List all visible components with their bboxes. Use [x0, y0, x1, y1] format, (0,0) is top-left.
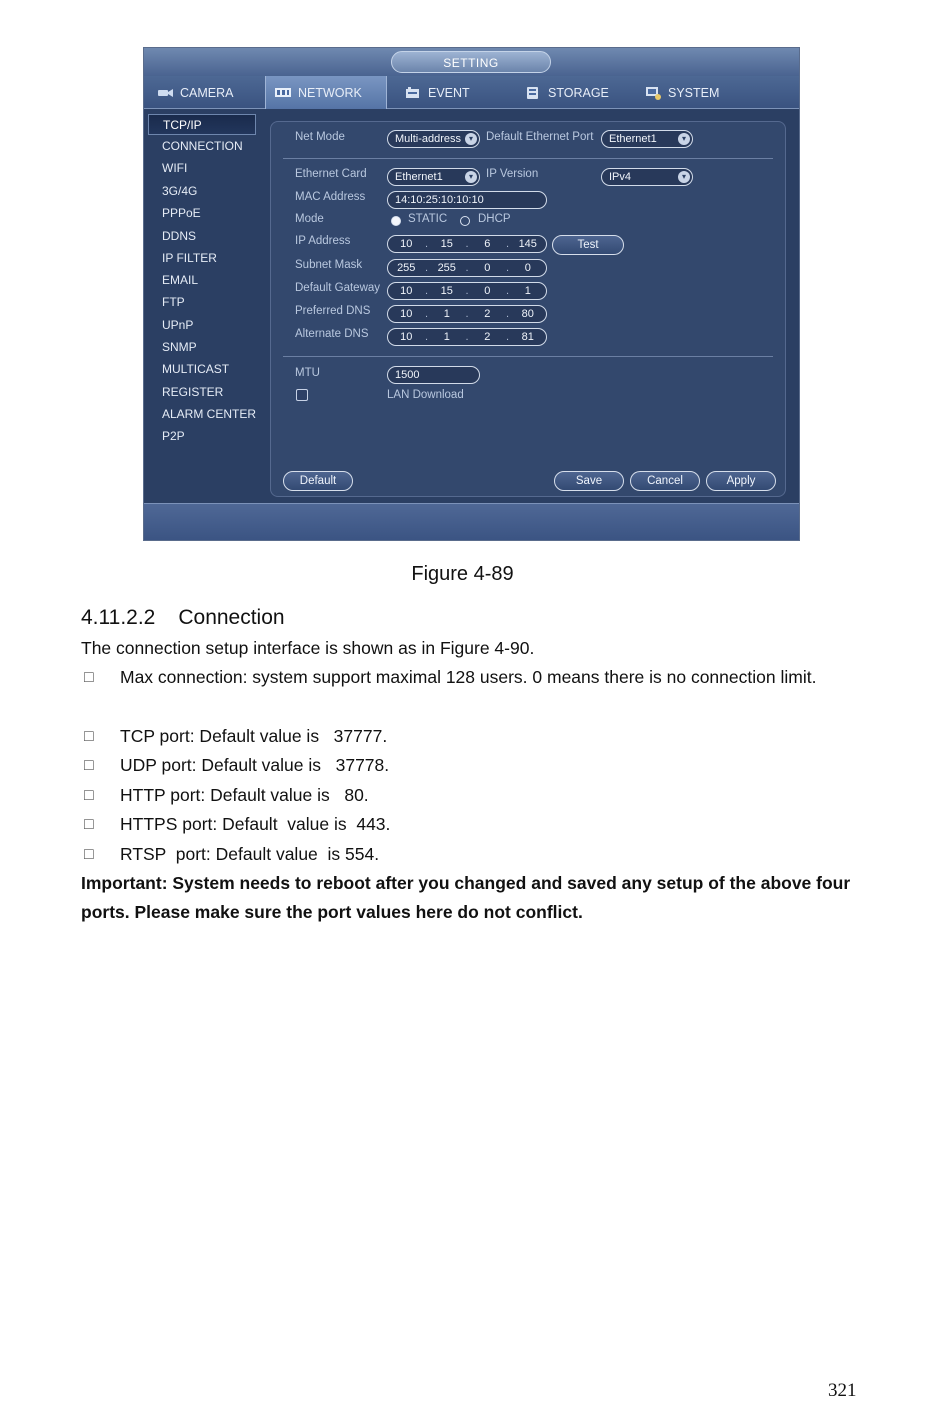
bullet-marker: □	[84, 669, 94, 686]
test-button[interactable]: Test	[552, 235, 624, 255]
mode-label: Mode	[295, 213, 324, 225]
default-gateway-field[interactable]: 10 . 15 . 0 . 1	[387, 282, 547, 300]
ip-octet: 15	[440, 238, 453, 250]
bullet-rtsp-port: RTSP port: Default value is 554.	[120, 844, 380, 864]
default-gateway-label: Default Gateway	[295, 282, 381, 294]
sidebar-item-alarm-center[interactable]: ALARM CENTER	[162, 407, 257, 421]
subnet-mask-label: Subnet Mask	[295, 259, 363, 271]
ip-octet: 0	[484, 285, 491, 297]
mode-dhcp-radio[interactable]	[460, 216, 470, 226]
mode-dhcp-label: DHCP	[478, 213, 511, 225]
sidebar-item-ftp[interactable]: FTP	[162, 295, 185, 309]
ip-version-label: IP Version	[486, 168, 539, 180]
ip-octet: 10	[400, 308, 413, 320]
ip-octet: 1	[443, 308, 450, 320]
save-button[interactable]: Save	[554, 471, 624, 491]
sidebar-item-email[interactable]: EMAIL	[162, 273, 199, 287]
net-mode-value: Multi-address	[395, 133, 462, 145]
tab-storage[interactable]	[516, 76, 628, 109]
ip-octet: 10	[400, 285, 413, 297]
bullet-https-port: HTTPS port: Default value is 443.	[120, 814, 391, 834]
tab-network[interactable]	[265, 76, 387, 109]
lan-download-checkbox[interactable]	[296, 389, 308, 401]
ethernet-card-select[interactable]	[387, 168, 480, 186]
important-note: Important: System needs to reboot after you changed and saved any setup of the above four ports. Please make sure the port values here do not conflict.	[81, 873, 851, 922]
ip-octet: 15	[440, 285, 453, 297]
alternate-dns-label: Alternate DNS	[295, 328, 369, 340]
bullet-tcp-port: TCP port: Default value is 37777.	[120, 726, 388, 746]
network-sidebar	[144, 109, 262, 511]
preferred-dns-label: Preferred DNS	[295, 305, 371, 317]
divider	[283, 158, 773, 159]
default-ethernet-port-select[interactable]	[601, 130, 693, 148]
sidebar-item-multicast[interactable]: MULTICAST	[162, 362, 230, 376]
main-tab-bar	[144, 76, 799, 109]
ip-octet: 10	[400, 238, 413, 250]
mode-static-label: STATIC	[408, 213, 448, 225]
network-icon	[274, 86, 292, 100]
tab-label: STORAGE	[548, 85, 609, 100]
mtu-label: MTU	[295, 367, 320, 379]
window-titlebar	[144, 48, 799, 76]
sidebar-item-tcpip[interactable]: TCP/IP	[148, 114, 256, 135]
sidebar-item-snmp[interactable]: SNMP	[162, 340, 197, 354]
tab-label: EVENT	[428, 85, 470, 100]
ip-octet: 2	[484, 308, 491, 320]
system-icon	[644, 86, 662, 100]
chevron-down-icon: ▾	[465, 171, 477, 183]
default-ethernet-port-value: Ethernet1	[609, 133, 657, 145]
ip-octet: 255	[437, 262, 456, 274]
mtu-input[interactable]: 1500	[387, 366, 480, 384]
mac-address-label: MAC Address	[295, 191, 366, 203]
sidebar-item-p2p[interactable]: P2P	[162, 429, 185, 443]
storage-icon	[524, 86, 542, 100]
default-ethernet-port-label: Default Ethernet Port	[486, 131, 594, 143]
sidebar-item-3g4g[interactable]: 3G/4G	[162, 184, 198, 198]
bullet-marker: □	[84, 728, 94, 745]
ip-octet: 10	[400, 331, 413, 343]
tab-camera[interactable]	[148, 76, 264, 109]
alternate-dns-field[interactable]: 10 . 1 . 2 . 81	[387, 328, 547, 346]
ip-octet: 80	[521, 308, 534, 320]
mac-address-field: 14:10:25:10:10:10	[387, 191, 547, 209]
tab-system[interactable]	[636, 76, 748, 109]
sidebar-item-register[interactable]: REGISTER	[162, 385, 224, 399]
bullet-udp-port: UDP port: Default value is 37778.	[120, 755, 390, 775]
ip-octet: 255	[397, 262, 416, 274]
bullet-marker: □	[84, 846, 94, 863]
window-footer	[144, 503, 799, 540]
ethernet-card-label: Ethernet Card	[295, 168, 367, 180]
preferred-dns-field[interactable]: 10 . 1 . 2 . 80	[387, 305, 547, 323]
ip-octet: 0	[484, 262, 491, 274]
section-title: Connection	[178, 606, 285, 629]
ip-octet: 6	[484, 238, 491, 250]
ip-address-label: IP Address	[295, 235, 351, 247]
cancel-button[interactable]: Cancel	[630, 471, 700, 491]
ip-octet: 2	[484, 331, 491, 343]
ethernet-card-value: Ethernet1	[395, 171, 443, 183]
chevron-down-icon: ▾	[678, 171, 690, 183]
sidebar-item-wifi[interactable]: WIFI	[162, 161, 188, 175]
sidebar-item-ip-filter[interactable]: IP FILTER	[162, 251, 217, 265]
lan-download-label: LAN Download	[387, 389, 464, 401]
bullet-marker: □	[84, 816, 94, 833]
subnet-mask-field[interactable]: 255 . 255 . 0 . 0	[387, 259, 547, 277]
ip-version-select[interactable]	[601, 168, 693, 186]
sidebar-item-ddns[interactable]: DDNS	[162, 229, 197, 243]
ip-version-value: IPv4	[609, 171, 632, 183]
mode-static-radio[interactable]	[391, 216, 401, 226]
bullet-marker: □	[84, 757, 94, 774]
ip-address-field[interactable]: 10 . 15 . 6 . 145	[387, 235, 547, 253]
chevron-down-icon: ▾	[678, 133, 690, 145]
tab-label: SYSTEM	[668, 85, 720, 100]
section-number: 4.11.2.2	[81, 606, 156, 629]
ip-octet: 1	[443, 331, 450, 343]
default-button[interactable]: Default	[283, 471, 353, 491]
tab-event[interactable]	[396, 76, 506, 109]
dvr-settings-screenshot	[144, 48, 799, 540]
section-heading	[81, 606, 285, 630]
net-mode-label: Net Mode	[295, 131, 345, 143]
figure-caption: Figure 4-89	[411, 563, 514, 585]
bullet-http-port: HTTP port: Default value is 80.	[120, 785, 369, 805]
net-mode-select[interactable]	[387, 130, 480, 148]
tab-label: CAMERA	[180, 85, 234, 100]
tab-label: NETWORK	[298, 85, 362, 100]
page-number: 321	[828, 1380, 857, 1401]
sidebar-item-pppoe[interactable]: PPPoE	[162, 206, 201, 220]
sidebar-item-connection[interactable]: CONNECTION	[162, 139, 243, 153]
chevron-down-icon: ▾	[465, 133, 477, 145]
bullet-marker: □	[84, 787, 94, 804]
apply-button[interactable]: Apply	[706, 471, 776, 491]
ip-octet: 1	[524, 285, 531, 297]
ip-octet: 145	[518, 238, 537, 250]
window-title: SETTING	[391, 51, 551, 73]
tcpip-settings-panel	[270, 121, 786, 497]
ip-octet: 0	[524, 262, 531, 274]
ip-octet: 81	[521, 331, 534, 343]
intro-paragraph: The connection setup interface is shown as in Figure 4-90.	[81, 638, 535, 658]
sidebar-item-upnp[interactable]: UPnP	[162, 318, 194, 332]
camera-icon	[156, 86, 174, 100]
bullet-max-connection: Max connection: system support maximal 128 users. 0 means there is no connection limit.	[120, 667, 817, 687]
divider	[283, 356, 773, 357]
event-icon	[404, 86, 422, 100]
